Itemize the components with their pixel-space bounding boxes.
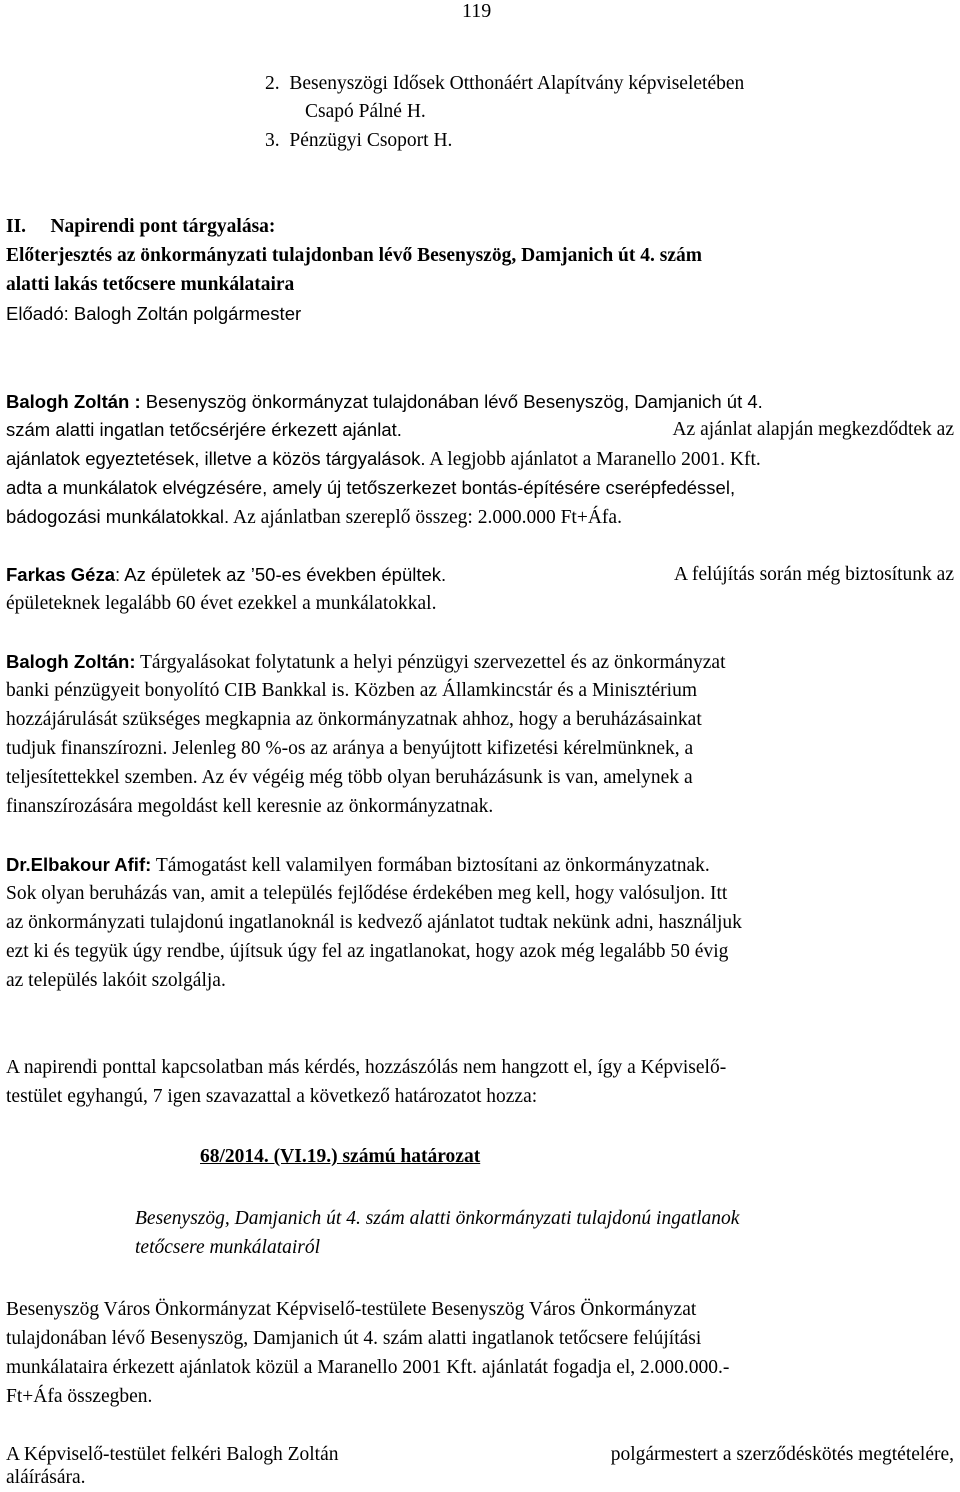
speech-4-line3: az önkormányzati tulajdonú ingatlanoknál is kedvező ajánlatot tudtak nekünk adni, használjuk [6, 912, 742, 933]
resolution-subject-line1: Besenyszög, Damjanich út 4. szám alatti önkormányzati tulajdonú ingatlanok [135, 1208, 740, 1229]
speech-3-line1: Balogh Zoltán: Tárgyalásokat folytatunk a helyi pénzügyi szervezettel és az önkormányzat [6, 651, 726, 673]
speech-4-line2: Sok olyan beruházás van, amit a település fejlődése érdekében meg kell, hogy valósuljon. Itt [6, 883, 728, 904]
speech-1-line2: szám alatti ingatlan tetőcsérjére érkezett ajánlat. Az ajánlat alapján megkezdődtek az [6, 419, 954, 440]
resolution-number: 68/2014. (VI.19.) számú határozat [200, 1146, 481, 1167]
resolution-body-line1: Besenyszög Város Önkormányzat Képviselő-testülete Besenyszög Város Önkormányzat [6, 1299, 697, 1320]
agenda-roman: II. [6, 216, 27, 237]
speaker-name: Balogh Zoltán : [6, 391, 141, 412]
speaker-name: Farkas Géza [6, 564, 116, 585]
speech-3-line3: hozzájárulását szükséges megkapnia az önkormányzatnak ahhoz, hogy a beruházásainkat [6, 709, 702, 730]
speaker-name: Balogh Zoltán: [6, 651, 136, 672]
agenda-presenter: Előadó: Balogh Zoltán polgármester [6, 303, 302, 324]
speech-3-line2: banki pénzügyeit bonyolító CIB Bankkal is. Közben az Államkincstár és a Minisztérium [6, 680, 698, 701]
speech-1-line4: adta a munkálatok elvégzésére, amely új tetőszerkezet bontás-építésére cserépfedéssel, [6, 477, 736, 498]
resolution-subject-line2: tetőcsere munkálatairól [135, 1237, 321, 1258]
attendee-3 [265, 129, 905, 153]
attendee-number: 3. [265, 130, 280, 151]
attendee-text: Besenyszögi Idősek Otthonáért Alapítvány képviseletében [289, 73, 745, 94]
attendee-2-continuation: Csapó Pálné H. [305, 101, 426, 122]
speech-4-line5: az település lakóit szolgálja. [6, 970, 226, 991]
speech-2-line2: épületeknek legalább 60 évet ezekkel a munkálatokkal. [6, 593, 437, 614]
speech-1-line3: ajánlatok egyeztetések, illetve a közös tárgyalások. A legjobb ajánlatot a Maranello 2001. Kft. [6, 448, 761, 470]
resolution-body-line2: tulajdonában lévő Besenyszög, Damjanich út 4. szám alatti ingatlanok tetőcsere felújítási [6, 1328, 702, 1349]
speech-4-line4: ezt ki és tegyük úgy rendbe, újítsuk úgy fel az ingatlanokat, hogy azok még legalább 50 évig [6, 941, 729, 962]
agenda-heading [6, 215, 954, 239]
resolution-body-line4: Ft+Áfa összegben. [6, 1386, 153, 1407]
agenda-title-line1: Előterjesztés az önkormányzati tulajdonban lévő Besenyszög, Damjanich út 4. szám [6, 245, 702, 266]
speech-1-line1: Balogh Zoltán : Besenyszög önkormányzat tulajdonában lévő Besenyszög, Damjanich út 4. [6, 391, 763, 412]
speech-1-line5: bádogozási munkálatokkal. Az ajánlatban szereplő összeg: 2.000.000 Ft+Áfa. [6, 506, 622, 528]
attendee-2 [265, 72, 954, 96]
speech-3-line4: tudjuk finanszírozni. Jelenleg 80 %-os az aránya a benyújtott kifizetési kérelmünknek, a [6, 738, 694, 759]
speech-2-line1: Farkas Géza: Az épületek az ’50-es években épültek. A felújítás során még biztosítunk az [6, 564, 954, 585]
speaker-name: Dr.Elbakour Afif: [6, 854, 152, 875]
speech-3-line5: teljesítettekkel szemben. Az év végéig még több olyan beruházásunk is van, amelynek a [6, 767, 693, 788]
agenda-heading-text: Napirendi pont tárgyalása: [50, 216, 276, 237]
resolution-body-line3: munkálataira érkezett ajánlatok közül a Maranello 2001 Kft. ajánlatát fogadja el, 2.000.000.- [6, 1357, 730, 1378]
speech-3-line6: finanszírozására megoldást kell keresnie az önkormányzatnak. [6, 796, 494, 817]
attendee-text: Pénzügyi Csoport H. [289, 130, 453, 151]
closing-line2: testület egyhangú, 7 igen szavazattal a következő határozatot hozza: [6, 1086, 538, 1107]
speech-4-line1: Dr.Elbakour Afif: Támogatást kell valamilyen formában biztosítani az önkormányzatnak. [6, 854, 710, 876]
page-number: 119 [462, 0, 492, 22]
attendee-number: 2. [265, 73, 280, 94]
resolution-request-line2: aláírására. [6, 1467, 86, 1488]
closing-line1: A napirendi ponttal kapcsolatban más kérdés, hozzászólás nem hangzott el, így a Képviselő- [6, 1057, 727, 1078]
agenda-title-line2: alatti lakás tetőcsere munkálataira [6, 274, 295, 295]
resolution-request-line1: A Képviselő-testület felkéri Balogh Zoltán polgármestert a szerződéskötés megtételére, [6, 1444, 954, 1465]
